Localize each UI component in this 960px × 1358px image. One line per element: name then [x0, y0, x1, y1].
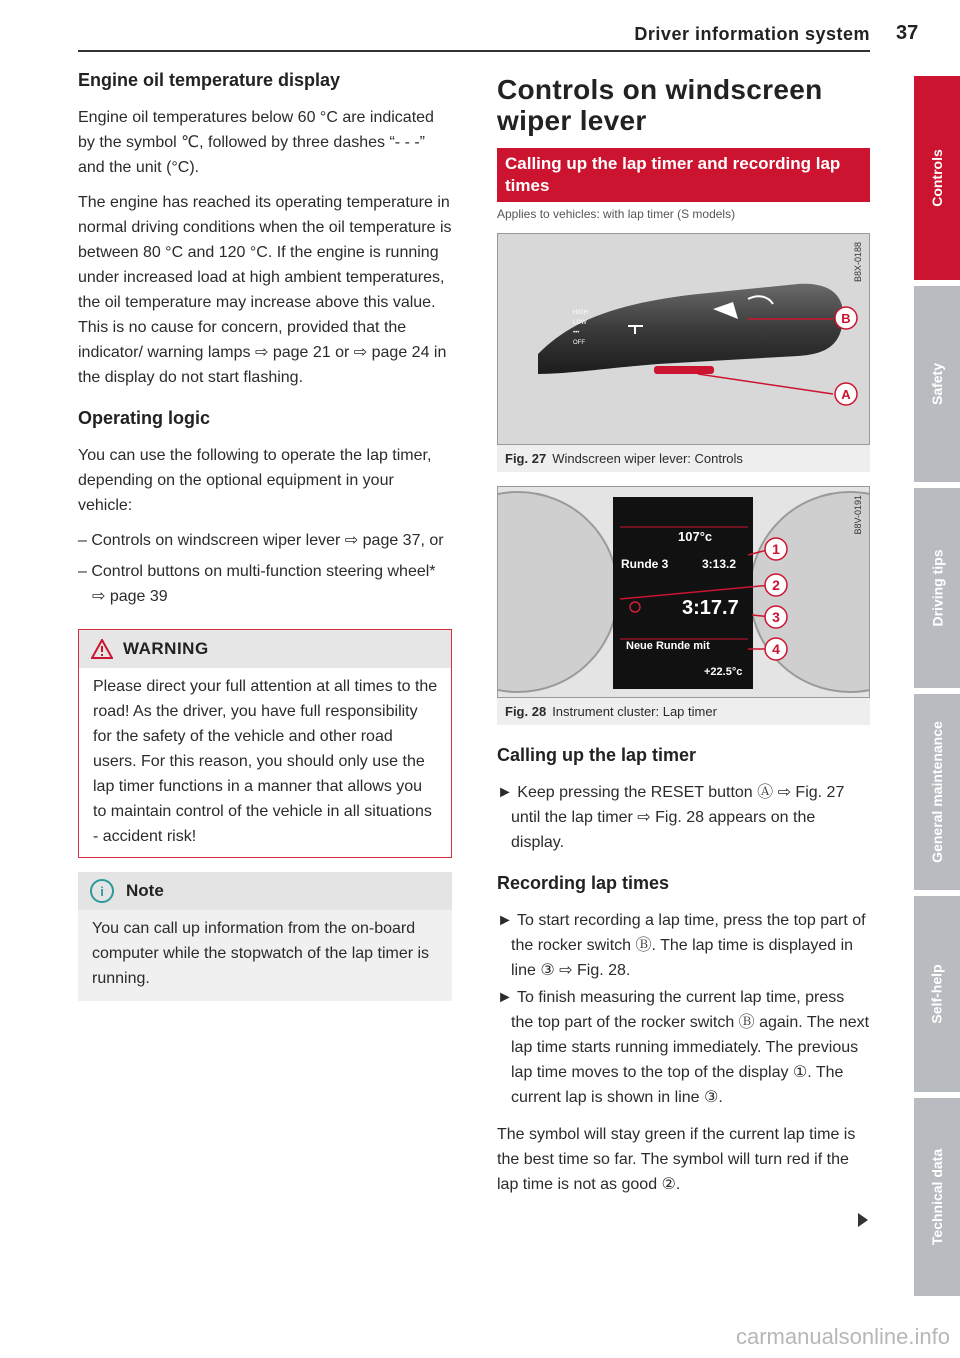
continue-arrow-icon [858, 1213, 868, 1227]
svg-text:B: B [841, 311, 851, 326]
left-column [78, 70, 452, 1001]
svg-text:•••: ••• [573, 330, 580, 336]
svg-text:1: 1 [772, 541, 780, 557]
sidebar-tab-technical-data[interactable]: Technical data [914, 1098, 960, 1296]
list-item[interactable]: – Controls on windscreen wiper lever ⇨ page 37, or [78, 532, 444, 549]
info-icon: i [90, 879, 114, 903]
figure-28-caption [497, 698, 870, 725]
subsection-banner: Calling up the lap timer and recording lap times [497, 148, 870, 202]
cluster-temp: 107°c [678, 529, 713, 544]
figure-caption-text: Instrument cluster: Lap timer [552, 704, 717, 719]
svg-text:LOW: LOW [573, 320, 587, 326]
section-title: Controls on windscreen wiper lever [497, 74, 823, 136]
sidebar-tab-general-maintenance[interactable]: General maintenance [914, 694, 960, 890]
sidebar-tab-driving-tips[interactable]: Driving tips [914, 488, 960, 688]
watermark: carmanualsonline.info [735, 1324, 950, 1349]
right-column [497, 70, 870, 1207]
heading-operating-logic: Operating logic [78, 408, 211, 428]
heading-call-up-lap-timer: Calling up the lap timer [497, 745, 697, 765]
cluster-new-lap: Neue Runde mit [626, 640, 710, 652]
warning-text: Please direct your full attention at all times to the road! As the driver, you have full responsibility for the safety of the vehicle and other road users. For this reason, you should only use the lap timer functions in a manner that allows you to maintain control of the vehicle in all situations - accident risk! [93, 678, 438, 845]
page-number: 37 [896, 22, 919, 44]
note-box [78, 872, 452, 1001]
instrument-cluster-illustration [498, 487, 869, 697]
note-header [78, 872, 452, 910]
warning-box [78, 629, 452, 858]
list-item[interactable]: – Control buttons on multi-function steering wheel* ⇨ page 39 [78, 563, 436, 605]
svg-text:4: 4 [772, 641, 780, 657]
figure-label: Fig. 27 [505, 451, 547, 466]
figure-28-instrument-cluster [497, 486, 870, 698]
step-record-1: ► To start recording a lap time, press the top part of the rocker switch Ⓑ. The lap time is displayed in line ③ ⇨ Fig. 28. [497, 912, 866, 979]
sidebar-tab-safety[interactable]: Safety [914, 286, 960, 482]
figure-code: B8V-0191 [853, 495, 863, 535]
wiper-lever-illustration [498, 234, 869, 444]
svg-text:3: 3 [772, 609, 780, 625]
cluster-main-time: 3:17.7 [682, 597, 739, 619]
paragraph-oil-2: The engine has reached its operating temperature in normal driving conditions when the oil temperature is between 80 °C and 120 °C. If the engine is running under increased load at high ambient temperatures, the oil temperature may increase above this value. This is no cause for concern, provided that the indicator/ warning lamps ⇨ page 21 or ⇨ page 24 in the display do not start flashing. [78, 194, 452, 386]
paragraph-operating-logic: You can use the following to operate the lap timer, depending on the optional equipment in your vehicle: [78, 447, 432, 514]
step-record-2: ► To finish measuring the current lap time, press the top part of the rocker switch Ⓑ again. The next lap time starts running immediately. The previous lap time moves to the top of the display ①. The current lap is shown in line ③. [497, 989, 870, 1106]
applies-to-note: Applies to vehicles: with lap timer (S models) [497, 207, 736, 221]
figure-caption-text: Windscreen wiper lever: Controls [552, 451, 743, 466]
warning-header [79, 630, 451, 668]
warning-title: WARNING [123, 639, 209, 658]
sidebar-tab-controls[interactable]: Controls [914, 76, 960, 280]
note-title: Note [126, 881, 164, 900]
running-header-title: Driver information system [634, 24, 870, 44]
paragraph-oil-1: Engine oil temperatures below 60 °C are indicated by the symbol ℃, followed by three dashes “- - -” and the unit (°C). [78, 109, 434, 176]
paragraph-symbol-colors: The symbol will stay green if the current lap time is the best time so far. The symbol will turn red if the lap time is not as good ②. [497, 1126, 856, 1193]
cluster-runde: Runde 3 [621, 557, 669, 571]
note-text: You can call up information from the on-board computer while the stopwatch of the lap timer is running. [78, 910, 452, 1001]
header-divider [78, 50, 870, 52]
heading-oil-temperature: Engine oil temperature display [78, 70, 341, 90]
sidebar-tab-self-help[interactable]: Self-help [914, 896, 960, 1092]
svg-text:A: A [841, 387, 851, 402]
svg-text:OFF: OFF [573, 340, 585, 346]
figure-27-wiper-lever [497, 233, 870, 445]
figure-code: B8X-0188 [853, 242, 863, 283]
operating-options-list [78, 528, 452, 609]
figure-27-caption [497, 445, 870, 472]
warning-triangle-icon [91, 639, 113, 659]
cluster-outside-temp: +22.5°c [704, 666, 743, 678]
figure-label: Fig. 28 [505, 704, 547, 719]
svg-text:2: 2 [772, 577, 780, 593]
heading-recording-lap-times: Recording lap times [497, 873, 670, 893]
step-call-up: ► Keep pressing the RESET button Ⓐ ⇨ Fig. 27 until the lap timer ⇨ Fig. 28 appears on the display. [497, 784, 845, 851]
svg-text:HIGH: HIGH [573, 310, 588, 316]
cluster-runde-time: 3:13.2 [702, 557, 737, 571]
